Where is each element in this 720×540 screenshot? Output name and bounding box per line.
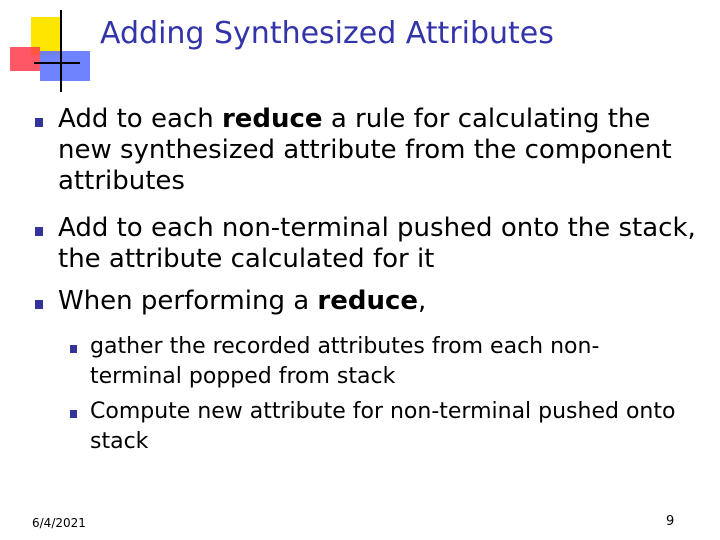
bullet-marker-icon	[35, 227, 43, 236]
logo-blue-square	[40, 51, 90, 81]
bullet-text-part: Add to each	[58, 104, 222, 134]
sub-bullet-text: gather the recorded attributes from each non-terminal popped from stack	[90, 334, 600, 389]
page-number: 9	[666, 514, 675, 529]
slide-title: Adding Synthesized Attributes	[100, 16, 554, 51]
footer-date: 6/4/2021	[32, 516, 86, 530]
logo-vertical-line	[60, 10, 62, 92]
bullet-text-bold: reduce	[317, 286, 419, 316]
bullet-text-bold: reduce	[221, 104, 323, 134]
bullet-marker-icon	[35, 118, 43, 127]
sub-bullet-marker-icon	[70, 410, 77, 418]
bullet-text-part: When performing a	[58, 286, 318, 316]
bullet-text	[58, 213, 708, 275]
bullet-text	[58, 104, 708, 197]
bullet-marker-icon	[35, 300, 43, 309]
sub-bullet-marker-icon	[70, 345, 77, 353]
logo-horizontal-line	[34, 62, 80, 64]
bullet-text	[58, 286, 708, 317]
logo-red-square	[10, 47, 40, 71]
sub-bullet-text: Compute new attribute for non-terminal pushed onto stack	[90, 399, 676, 454]
bullet-text-part: a rule for calculating the new synthesized attribute from the component attributes	[58, 104, 672, 196]
decorative-logo	[0, 0, 100, 100]
bullet-text-part: ,	[418, 286, 427, 316]
bullet-text-part: Add to each non-terminal pushed onto the stack, the attribute calculated for it	[58, 213, 696, 274]
